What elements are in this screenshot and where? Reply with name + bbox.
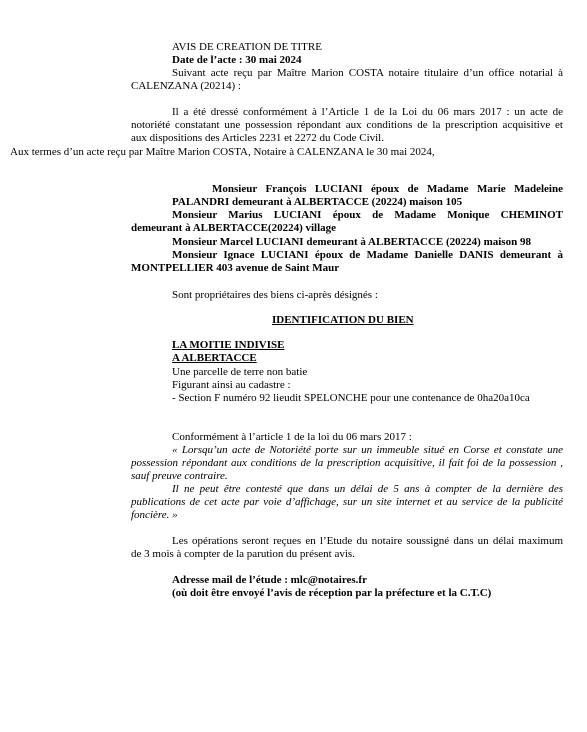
section-line: - Section F numéro 92 lieudit SPELONCHE pour une contenance de 0ha20a10ca [172, 392, 530, 404]
identification-heading: IDENTIFICATION DU BIEN [272, 314, 414, 326]
parcel-line: Une parcelle de terre non batie [172, 366, 308, 378]
body-line: notoriété constatant une possession répondant aux conditions de la prescription acquisitive et [131, 119, 563, 131]
owner-line: demeurant à ALBERTACCE(20224) village [131, 222, 337, 234]
owner-line: MONTPELLIER 403 avenue de Saint Maur [131, 262, 340, 274]
owner-line: Monsieur Marcel LUCIANI demeurant à ALBERTACCE (20224) maison 98 [172, 236, 531, 248]
owner-line: Monsieur Ignace LUCIANI époux de Madame Danielle DANIS demeurant à [172, 249, 563, 261]
cadastre-line: Figurant ainsi au cadastre : [172, 379, 291, 391]
quote-line: Il ne peut être contesté que dans un délai de 5 ans à compter de la dernière des [172, 483, 563, 495]
quote-line: possession répondant aux conditions de la prescription acquisitive, il fait foi de la possession , [131, 457, 563, 469]
act-date: Date de l’acte : 30 mai 2024 [172, 54, 302, 66]
reception-note: (où doit être envoyé l’avis de réception par la préfecture et la C.T.C) [172, 587, 492, 599]
location-label: A ALBERTACCE [172, 352, 257, 364]
terms-line: Aux termes d’un acte reçu par Maître Marion COSTA, Notaire à CALENZANA le 30 mai 2024, [10, 146, 435, 158]
owner-line: PALANDRI demeurant à ALBERTACCE (20224) maison 105 [172, 196, 463, 208]
notice-title: AVIS DE CREATION DE TITRE [172, 41, 322, 53]
owners-sentence: Sont propriétaires des biens ci-après désignés : [172, 289, 378, 301]
intro-line: Suivant acte reçu par Maître Marion COSTA notaire titulaire d’un office notarial à [172, 67, 563, 79]
body-line: Il a été dressé conformément à l’Article 1 de la Loi du 06 mars 2017 : un acte de [172, 106, 563, 118]
quote-line: foncière. » [131, 509, 178, 521]
opposition-line: de 3 mois à compter de la parution du présent avis. [131, 548, 355, 560]
opposition-line: Les opérations seront reçues en l’Etude du notaire soussigné dans un délai maximum [172, 535, 563, 547]
law-intro: Conformément à l’article 1 de la loi du 06 mars 2017 : [172, 431, 412, 443]
owner-line: Monsieur François LUCIANI époux de Madame Marie Madeleine [212, 183, 563, 195]
intro-line: CALENZANA (20214) : [131, 80, 241, 92]
quote-line: sauf preuve contraire. [131, 470, 228, 482]
quote-line: publications de cet acte par voie d’affichage, sur un site internet et au service de la publicité [131, 496, 563, 508]
email-line: Adresse mail de l’étude : mlc@notaires.fr [172, 574, 367, 586]
quote-line: « Lorsqu’un acte de Notoriété porte sur un immeuble situé en Corse et constate une [172, 444, 563, 456]
share-label: LA MOITIE INDIVISE [172, 339, 285, 351]
owner-line: Monsieur Marius LUCIANI époux de Madame Monique CHEMINOT [172, 209, 563, 221]
body-line: aux dispositions des Articles 2231 et 2272 du Code Civil. [131, 132, 384, 144]
